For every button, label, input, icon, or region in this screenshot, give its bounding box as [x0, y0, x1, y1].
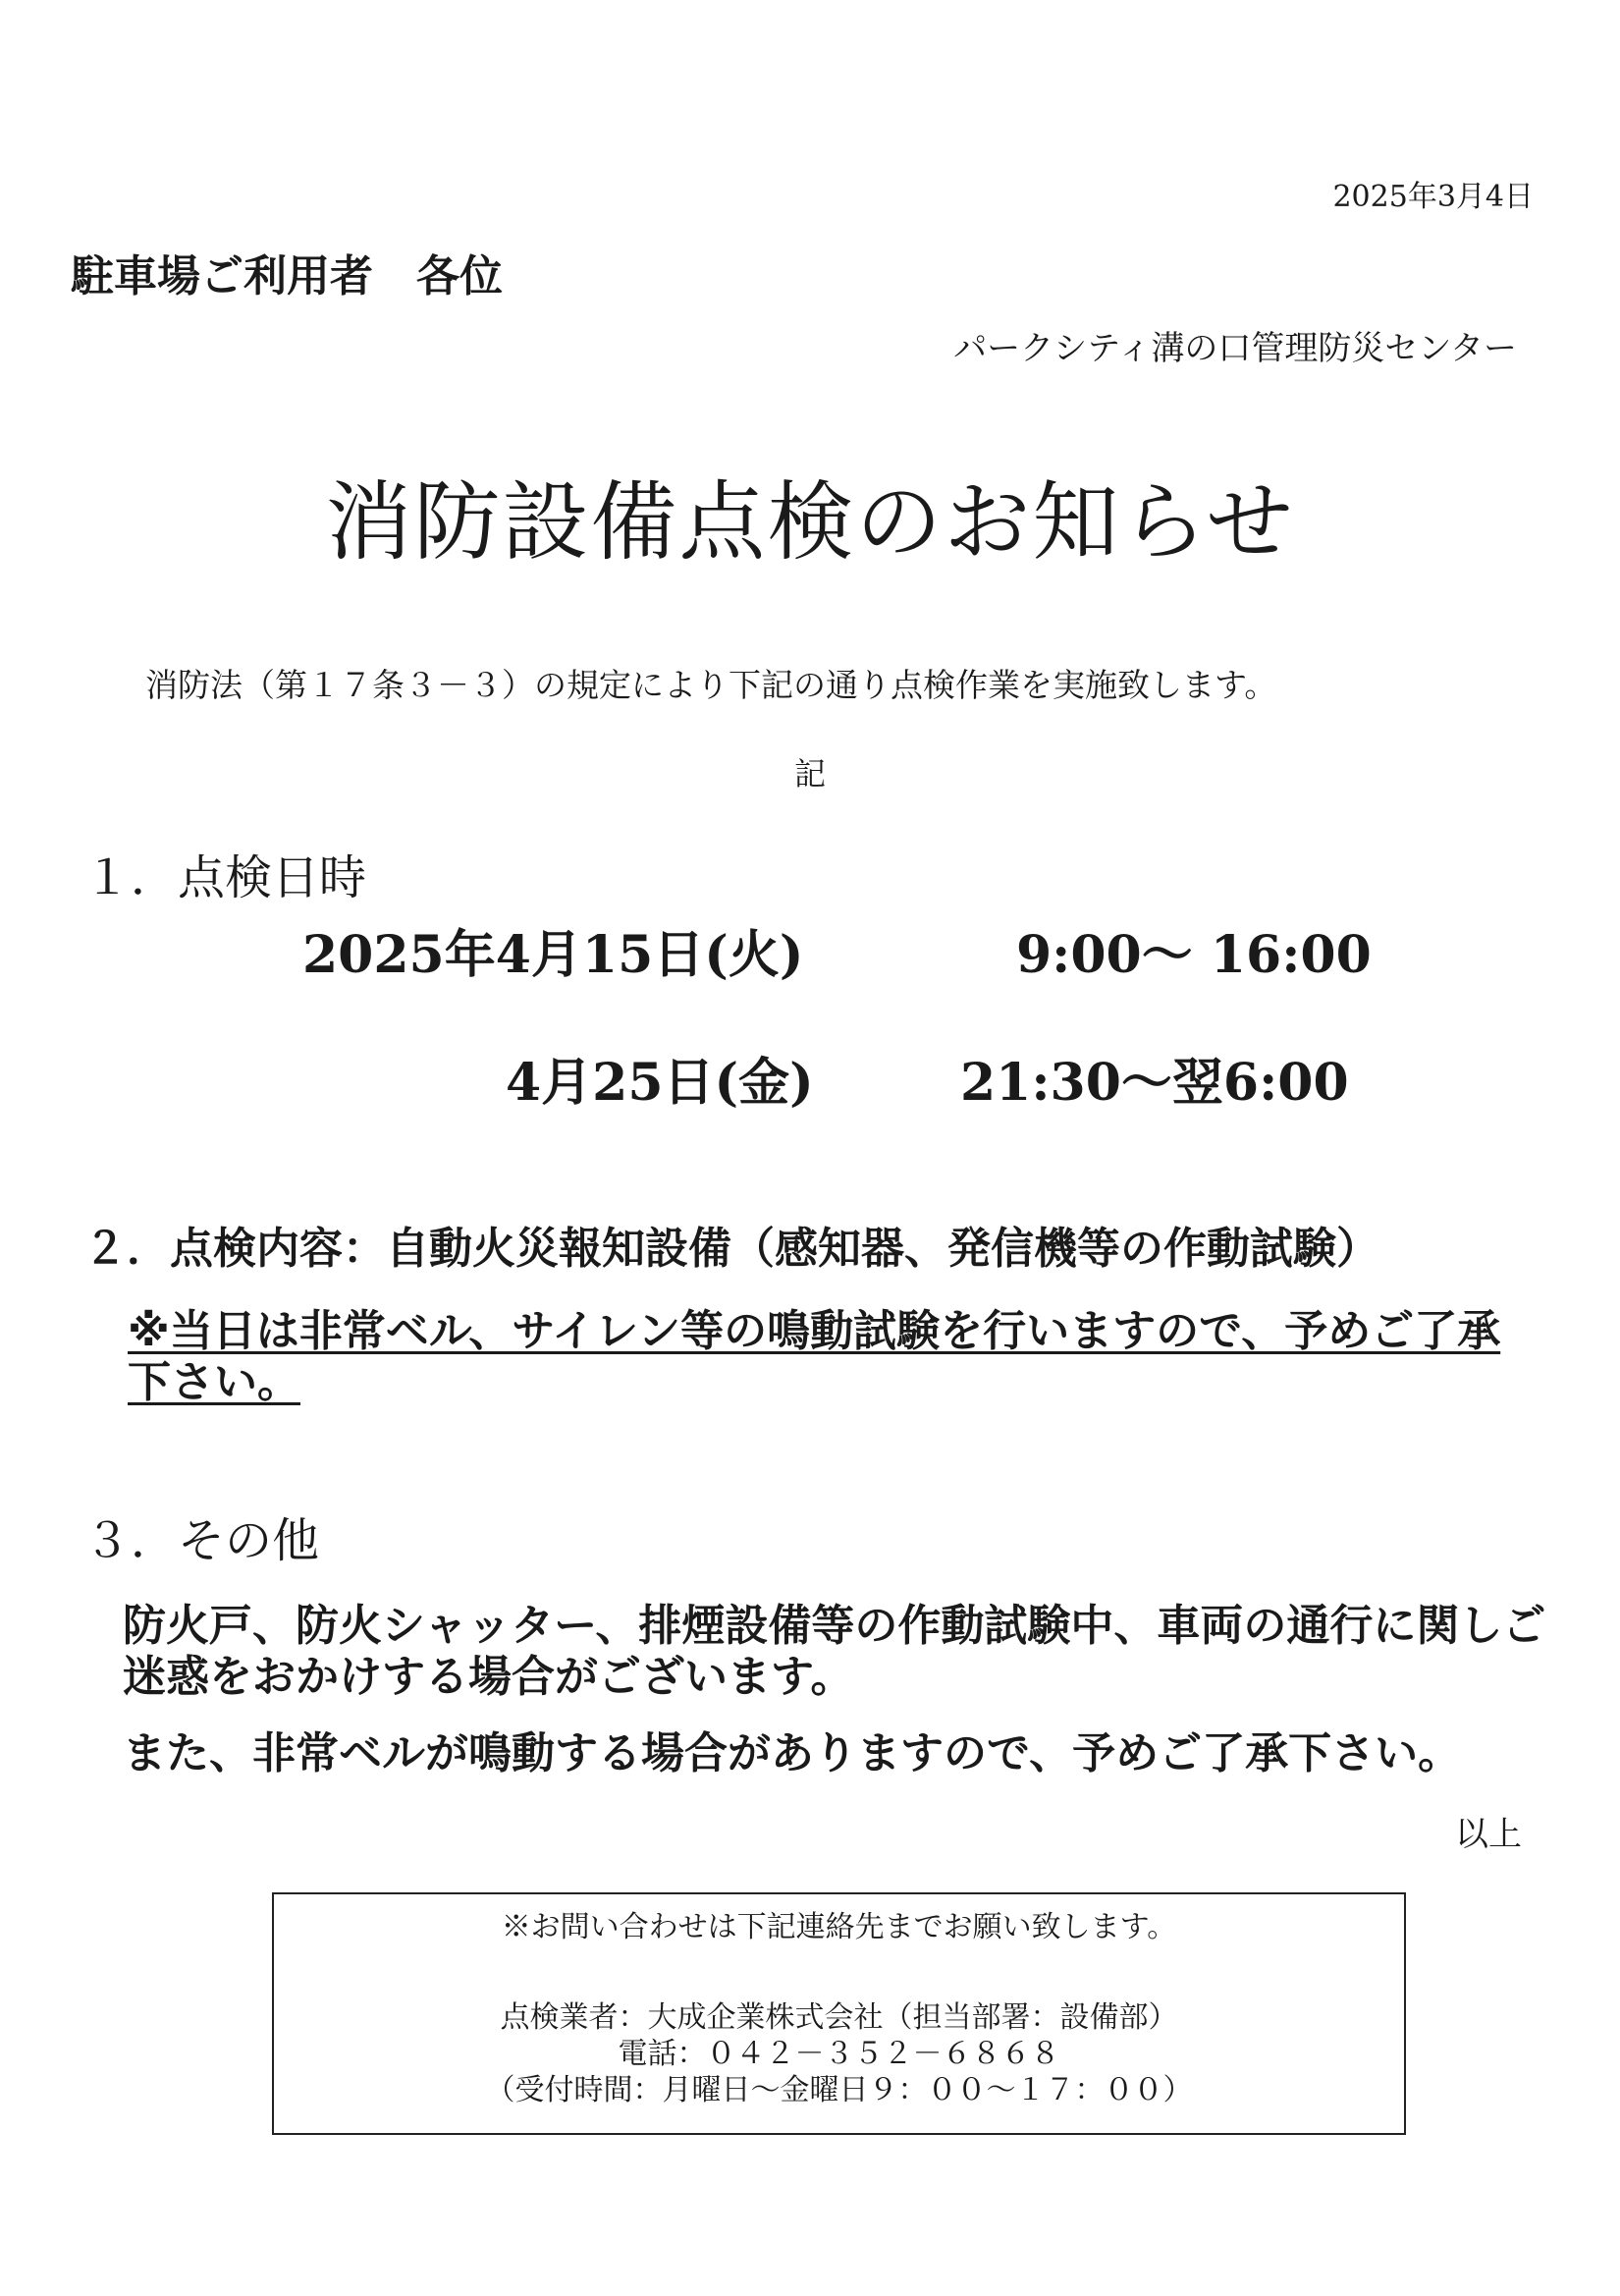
- schedule-time-1: 9:00～ 16:00: [1016, 925, 1372, 985]
- notice-date: 2025年3月4日: [1332, 180, 1534, 214]
- page-title: 消防設備点検のお知らせ: [325, 471, 1295, 573]
- other-paragraph-2: また、非常ベルが鳴動する場合がありますので、予めご了承下さい。: [123, 1728, 1462, 1778]
- schedule-date-1: 2025年4月15日(火): [302, 925, 804, 985]
- section1-heading: １．点検日時: [83, 850, 367, 905]
- closing-mark: 以上: [1455, 1815, 1522, 1854]
- contact-hours: （受付時間：月曜日～金曜日９：００～１７：００）: [485, 2073, 1193, 2107]
- notice-warning: [128, 1306, 1541, 1408]
- contact-lead: ※お問い合わせは下記連絡先までお願い致します。: [501, 1910, 1177, 1944]
- contact-box: [272, 1892, 1406, 2135]
- other-paragraph-1: 防火戸、防火シャッター、排煙設備等の作動試験中、車両の通行に関しご迷惑をおかけする場合がございます。: [123, 1601, 1546, 1702]
- ki-mark: 記: [793, 755, 826, 793]
- section3-heading: ３．その他: [83, 1513, 320, 1568]
- section2-heading: ２．点検内容：自動火災報知設備（感知器、発信機等の作動試験）: [83, 1224, 1379, 1274]
- contact-company: 点検業者：大成企業株式会社（担当部署：設備部）: [500, 2000, 1178, 2035]
- intro-text: 消防法（第１７条３－３）の規定により下記の通り点検作業を実施致します。: [145, 666, 1277, 704]
- contact-phone: 電話：０４２－３５２－６８６８: [618, 2037, 1060, 2071]
- sender: パークシティ溝の口管理防災センター: [953, 329, 1517, 368]
- notice-warning-text: ※当日は非常ベル、サイレン等の鳴動試験を行いますので、予めご了承下さい。: [128, 1306, 1501, 1407]
- schedule-time-2: 21:30～翌6:00: [960, 1053, 1349, 1113]
- schedule-date-2: 4月25日(金): [506, 1053, 814, 1113]
- recipient: 駐車場ご利用者 各位: [71, 251, 503, 301]
